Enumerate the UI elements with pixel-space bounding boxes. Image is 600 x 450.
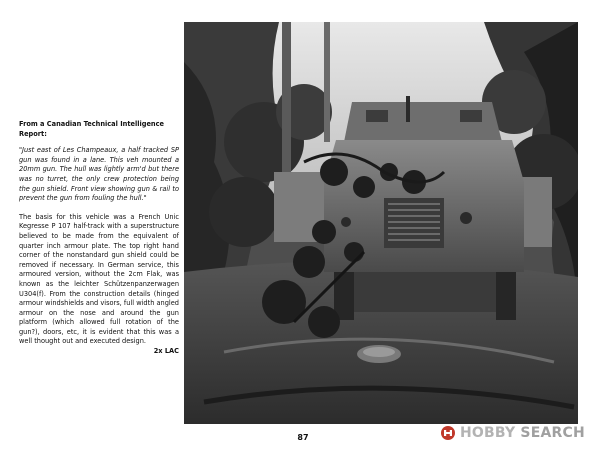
caption-column	[19, 120, 179, 357]
watermark-text	[460, 425, 585, 441]
report-quote: "Just east of Les Champeaux, a half tracked SP gun was found in a lane. This veh mounted a 20mm gun. The hull was lightly arm'd but there was no turret, the only crew protection being the gun shield. Front view showing gun & rail to prevent the gun from fouling the hull."	[19, 146, 179, 203]
watermark-brand: HOBBY	[460, 425, 516, 441]
caption-body: The basis for this vehicle was a French Unic Kegresse P 107 half-track with a superstructure believed to be made from the equivalent of quarter inch armour plate. The top right hand corner of the nonstandard gun shield could be removed if necessary. In German service, this armoured version, without the 2cm Flak, was known as the leichter Schützenpanzerwagen U304(f). From the construction details (hinged armour windshields and visors, full width angled armour on the nose and around the gun platform (which allowed full rotation of the gun?), doors, etc, it is evident that this was a well thought out and executed design.	[19, 212, 179, 346]
hobbysearch-watermark	[438, 424, 592, 442]
photo-illustration	[184, 22, 578, 424]
photo-credit: 2x LAC	[153, 347, 179, 356]
watermark-suffix: SEARCH	[520, 425, 585, 441]
hobbysearch-logo-icon	[438, 424, 460, 442]
page-number: 87	[297, 433, 309, 442]
caption-heading: From a Canadian Technical Intelligence Report:	[19, 120, 165, 138]
halftrack-photo	[184, 22, 578, 424]
